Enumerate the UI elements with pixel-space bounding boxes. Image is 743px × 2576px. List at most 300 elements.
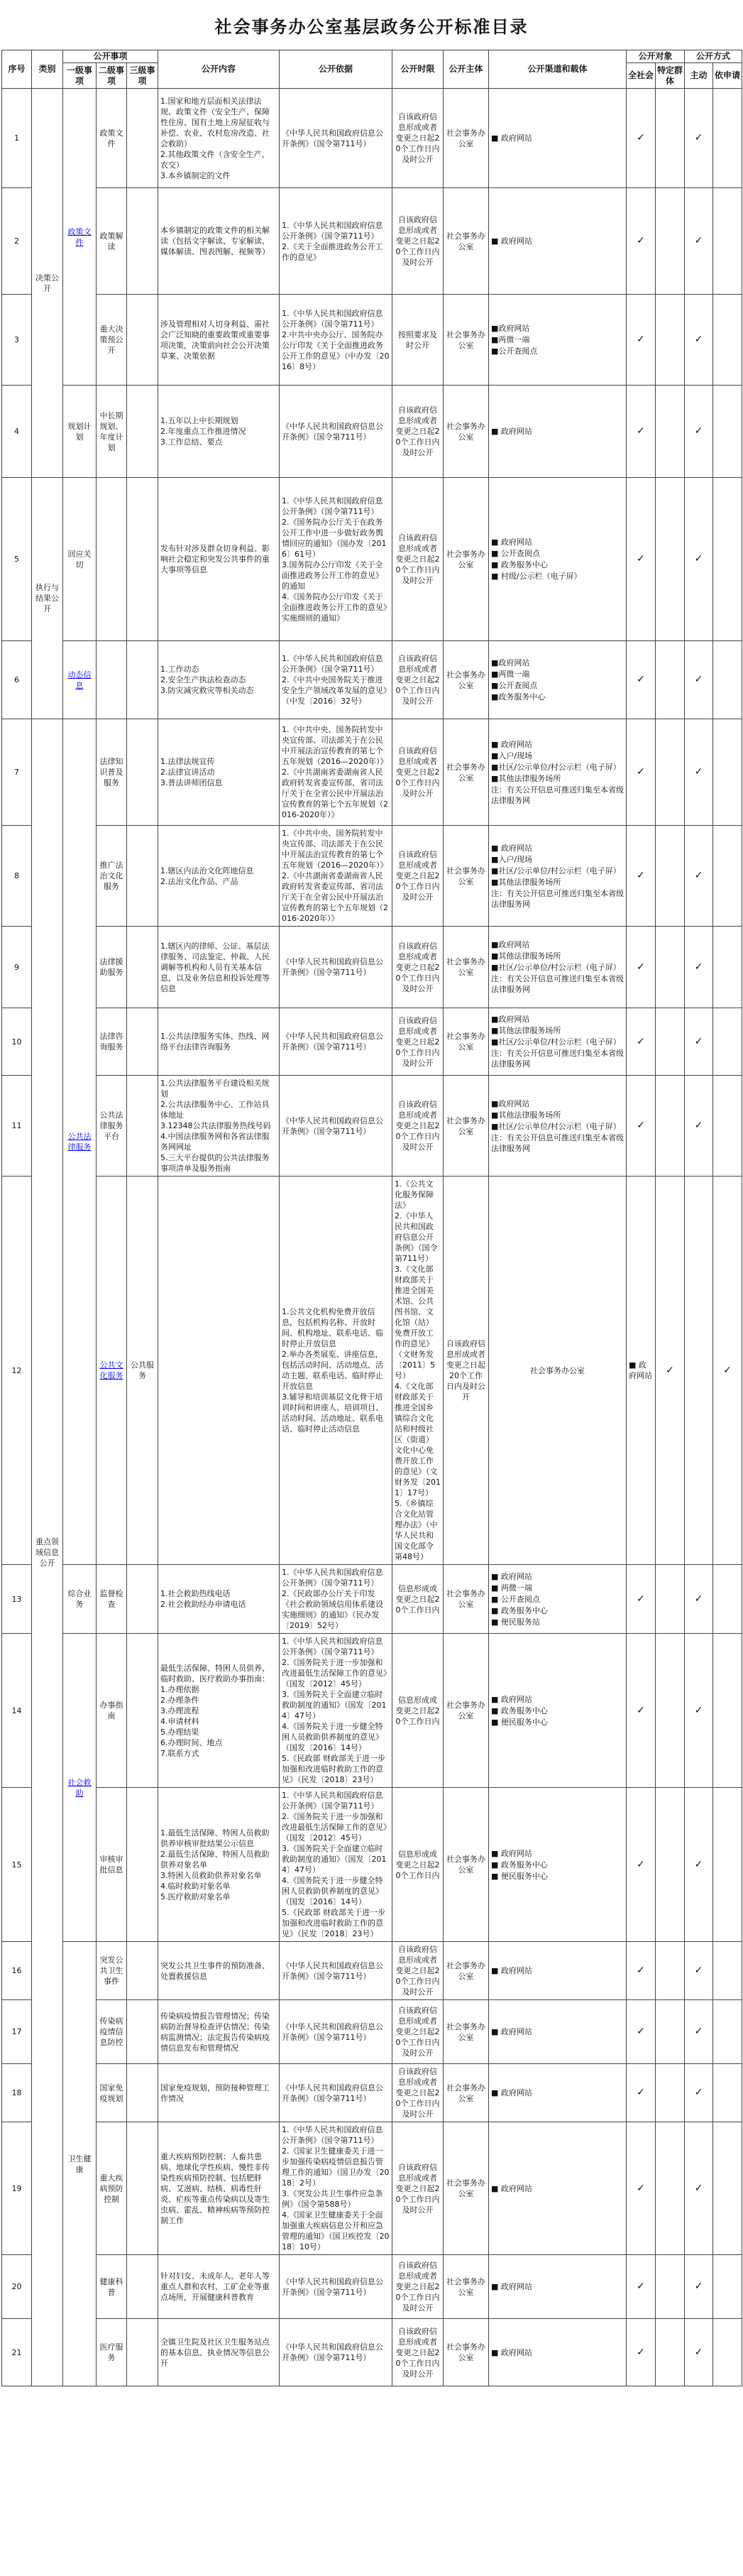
subject-cell: 社会事务办公室 [444,188,489,295]
basis-cell: 《中华人民共和国政府信息公开条例》（国令第711号） [280,1076,392,1177]
time-cell: 自该政府信息形成或者变更之日起20个工作日内及时公开 [392,1942,444,2000]
table-row [2,2122,742,2255]
row-seq: 14 [2,1634,32,1788]
category-cell: 决策公开 [32,89,63,478]
table-row [2,641,742,719]
time-cell: 自该政府信息形成或者变更之日起20个工作日内及时公开 [392,2064,444,2122]
channel-item: ■政府网站 [491,1098,530,1108]
level2-cell: 法律援助服务 [97,927,127,1008]
header-seq: 序号 [2,50,32,89]
subject-cell: 社会事务办公室 [444,719,489,826]
content-cell: 1.最低生活保障、特困人员救助供养审核审批结果公示信息 2.最低生活保障、特困人员救助供养对象名单 3.特困人员救助供养对象名单 4.临时救助对象名单 5.医疗救助对象名单 [158,1788,280,1942]
header-category: 类别 [32,50,63,89]
header-subject: 公开主体 [444,50,489,89]
check-req [713,1942,742,2000]
check-all: ✓ [627,2255,656,2319]
time-cell: 自该政府信息形成或者变更之日起20个工作日内及时公开 [392,826,444,927]
channel-item: ■公开查阅点 [491,681,538,690]
header-method-request: 依申请 [713,63,742,89]
time-cell: 自该政府信息形成或者变更之日起20个工作日内及时公开 [392,927,444,1008]
check-req [713,927,742,1008]
basis-cell: 《中华人民共和国政府信息公开条例》（国令第711号） [280,2319,392,2386]
time-cell: 自该政府信息形成或者变更之日起20个工作日内及时公开 [392,1076,444,1177]
level2-cell [97,478,127,641]
channel-cell [489,188,627,295]
time-cell: 自该政府信息形成或者变更之日起20个工作日内及时公开 [392,2319,444,2386]
level3-cell [127,2064,158,2122]
level1-cell [63,386,97,478]
level2-cell: 监督检查 [97,1565,127,1634]
category-cell: 执行与结果公开 [32,478,63,719]
check-req [713,188,742,295]
channel-item: ■社区/公示单位/村公示栏（电子屏） [491,1037,621,1047]
content-cell: 1.五年以上中长期规划 2.年度重点工作推进情况 3.工作总结、要点 [158,386,280,478]
table-row [2,2064,742,2122]
level3-cell [127,2255,158,2319]
channel-item: ■其他法律服务场所 [491,877,561,887]
check-req [713,826,742,927]
check-all: ✓ [627,1942,656,2000]
level1-cell [63,1942,97,2386]
channel-item: ■ 便民服务站 [491,1617,540,1627]
check-all: ✓ [627,1634,656,1788]
time-cell: 自该政府信息形成或者变更之日起20个工作日内及时公开 [392,2000,444,2064]
basis-cell: 《中华人民共和国政府信息公开条例》（国令第711号） [280,386,392,478]
level1-label[interactable]: 社会救助 [67,1777,92,1798]
table-row [2,1788,742,1942]
content-cell: 传染病疫情报告管理情况；传染病防治督导检查评估情况；传染病监测情况；法定报告传染病疫情信息发布和管理情况 [158,2000,280,2064]
check-all: ✓ [656,1177,685,1565]
channel-item: ■社区/公示单位/村公示栏（电子屏） [491,963,621,972]
level2-cell: 医疗服务 [97,2319,127,2386]
channel-cell [489,1942,627,2000]
subject-cell: 社会事务办公室 [444,1634,489,1788]
level3-cell [127,2319,158,2386]
channel-item: 注：有关公开信息可推送归集至本省级法律服务网 [491,785,624,805]
table-row [2,927,742,1008]
row-seq: 3 [2,295,32,386]
check-spec [656,2319,685,2386]
content-cell: 1.公共法律服务平台建设相关规划 2.公共法律服务中心、工作站具体地址 3.12348公共法律服务热线号码 4.中国法律服务网和各省法律服务网网址 5.三大平台提供的公共法律服务事项清单及服务指南 [158,1076,280,1177]
row-seq: 2 [2,188,32,295]
level1-cell [63,1565,97,1634]
subject-cell: 社会事务办公室 [444,386,489,478]
channel-item: ■ 政府网站 [491,2027,532,2036]
level3-cell [127,641,158,719]
row-seq: 4 [2,386,32,478]
check-all: ✓ [627,2064,656,2122]
level3-cell [127,295,158,386]
check-active: ✓ [685,1076,713,1177]
subject-cell: 社会事务办公室 [444,2000,489,2064]
level2-cell: 法律知识普及服务 [97,719,127,826]
table-row [2,826,742,927]
channel-item: ■ 政府网站 [629,1360,652,1380]
level3-cell [127,1008,158,1076]
check-req [713,2064,742,2122]
check-spec [656,1565,685,1634]
level3-cell [127,719,158,826]
basis-cell: 1.《中华人民共和国政府信息公开条例》（国令第711号） 2.《国家卫生健康委关于进一步加强传染病疫情信息报告管理工作的通知》（国卫办发〔2018〕2号） 3.《突发公共卫生事件应急条例》（国令第588号） 4.《国家卫生健康委关于全面加强重大疾病信息公开和应急管理的通知》（国卫疾控发〔2018〕10号） [280,2122,392,2255]
row-seq: 16 [2,1942,32,2000]
header-method-group: 公开方式 [685,50,742,63]
check-spec [656,2000,685,2064]
subject-cell: 社会事务办公室 [444,1942,489,2000]
header-time: 公开时限 [392,50,444,89]
time-cell: 信息形成或变更之日起20个工作日内 [392,1634,444,1788]
time-cell: 信息形成或变更之日起20个工作日内 [392,1788,444,1942]
table-row [2,1008,742,1076]
level1-label[interactable]: 公共法律服务 [67,1132,92,1152]
subject-cell: 社会事务办公室 [444,2319,489,2386]
level2-cell: 重大疾病预防控制 [97,2122,127,2255]
channel-item: ■其他法律服务场所 [491,1110,561,1120]
level1-cell [63,719,97,1565]
row-seq: 5 [2,478,32,641]
level1-cell [63,641,97,719]
channel-item: ■ 政府网站 [491,133,532,143]
content-cell: 1.公共法律服务实体、热线、网络平台法律咨询服务 [158,1008,280,1076]
channel-cell [489,2319,627,2386]
row-seq: 21 [2,2319,32,2386]
level2-cell: 公共法律服务平台 [97,1076,127,1177]
channel-cell [627,1177,656,1565]
check-req [713,1634,742,1788]
channel-item: ■ 政府网站 [491,2282,532,2291]
level2-cell: 政策解读 [97,188,127,295]
header-method-active: 主动 [685,63,713,89]
table-body [2,89,742,2386]
check-spec [656,1788,685,1942]
channel-item: ■两微一端 [491,335,530,344]
subject-cell: 社会事务办公室 [444,1788,489,1942]
subject-cell: 社会事务办公室 [444,2064,489,2122]
channel-item: ■ 政府网站 [491,2183,532,2193]
time-cell: 自该政府信息形成或者变更之日起20个工作日内及时公开 [392,2122,444,2255]
level3-cell [127,1788,158,1942]
check-all: ✓ [627,188,656,295]
level1-cell [63,478,97,641]
row-seq: 8 [2,826,32,927]
table-row [2,2000,742,2064]
table-row [2,2319,742,2386]
check-spec [685,1177,713,1565]
channel-item: ■ 政务服务中心 [491,1605,548,1615]
check-req [713,386,742,478]
header-basis: 公开依据 [280,50,392,89]
channel-item: ■政府网站 [491,324,530,333]
check-all: ✓ [627,2122,656,2255]
level2-cell: 健康科普 [97,2255,127,2319]
channel-item: ■ 政府网站 [491,1966,532,1975]
basis-cell: 1.《中华人民共和国政府信息公开条例》（国令第711号） 2.中共中央办公厅、国务院办公厅印发《关于全面推进政务公开工作的意见》（中办发〔2016〕8号） [280,295,392,386]
table-row [2,1634,742,1788]
time-cell: 自该政府信息形成或者变更之日起20个工作日内及时公开 [392,386,444,478]
page-title: 社会事务办公室基层政务公开标准目录 [214,16,529,37]
check-req [713,2122,742,2255]
content-cell: 国家免疫规划，预防接种管理工作情况 [158,2064,280,2122]
check-req [713,719,742,826]
level1-cell [63,89,97,386]
basis-cell: 《中华人民共和国政府信息公开条例》（国令第711号） [280,1942,392,2000]
check-active: ✓ [685,188,713,295]
channel-item: ■ 政府网站 [491,1848,532,1858]
channel-item: ■ 政府网站 [491,1571,532,1581]
channel-item: ■ 政府网站 [491,739,532,749]
check-active: ✓ [685,2064,713,2122]
check-spec [656,386,685,478]
check-spec [656,2064,685,2122]
header-obj-specific: 特定群体 [656,63,685,89]
basis-cell: 《中华人民共和国政府信息公开条例》（国令第711号） [280,89,392,188]
check-spec [656,2122,685,2255]
channel-item: ■ 公开查阅点 [491,1594,540,1604]
row-seq: 11 [2,1076,32,1177]
channel-item: ■社区/公示单位/村公示栏（电子屏） [491,1121,621,1131]
check-active: ✓ [685,1788,713,1942]
time-cell: 自该政府信息形成或者变更之日起20个工作日内及时公开 [392,188,444,295]
channel-cell [489,2122,627,2255]
channel-cell [489,1634,627,1788]
channel-item: ■ 政府网站 [491,427,532,436]
channel-item: ■ 村级/公示栏（电子屏） [491,572,582,581]
check-active: ✓ [685,1942,713,2000]
header-obj-all: 全社会 [627,63,656,89]
level2-cell: 审核审批信息 [97,1788,127,1942]
channel-item: ■ 两微一端 [491,1583,532,1593]
check-all: ✓ [627,89,656,188]
time-cell: 自该政府信息形成或者变更之日起20个工作日内及时公开 [392,2255,444,2319]
check-active: ✓ [685,927,713,1008]
channel-cell [489,478,627,641]
level3-cell [127,927,158,1008]
content-cell: 1.法律法规宣传 2.法律宣讲活动 3.普法讲师团信息 [158,719,280,826]
subject-cell: 社会事务办公室 [444,1565,489,1634]
basis-cell: 《中华人民共和国政府信息公开条例》（国令第711号） [280,2064,392,2122]
channel-item: ■社区/公示单位/村公示栏（电子屏） [491,762,621,772]
header-level3: 三级事项 [127,63,158,89]
channel-item: ■ 政府网站 [491,537,532,547]
channel-cell [489,295,627,386]
row-seq: 1 [2,89,32,188]
level3-cell [127,1565,158,1634]
check-req [713,1788,742,1942]
level2-cell: 公共服务 [127,1177,158,1565]
channel-item: ■政府网站 [491,1015,530,1024]
channel-item: ■ 政务服务中心 [491,1860,548,1870]
channel-item: ■其他法律服务场所 [491,1026,561,1035]
level3-cell [127,89,158,188]
table-row [2,2255,742,2319]
channel-cell [489,826,627,927]
channel-item: ■ 便民服务中心 [491,1871,548,1881]
content-cell: 1.社会救助热线电话 2.社会救助经办申请电话 [158,1565,280,1634]
table-row [2,1076,742,1177]
table-row [2,1942,742,2000]
channel-cell [489,1076,627,1177]
subject-cell: 社会事务办公室 [444,826,489,927]
subject-cell: 社会事务办公室 [444,641,489,719]
content-cell: 突发公共卫生事件的预防准备、处置救援信息 [158,1942,280,2000]
channel-item: ■公开查阅点 [491,346,538,356]
level3-cell [127,2122,158,2255]
check-active: ✓ [685,826,713,927]
subject-cell: 社会事务办公室 [444,1076,489,1177]
check-all: ✓ [627,719,656,826]
row-seq: 9 [2,927,32,1008]
check-req [713,2000,742,2064]
channel-cell [489,2255,627,2319]
channel-item: ■ 政府网站 [491,843,532,853]
content-cell: 1.工作动态 2.安全生产执法检查动态 3.防灾减灾救灾等相关动态 [158,641,280,719]
content-cell: 涉及管理相对人切身利益、需社会广泛知晓的重要政策或重要事项决策，决策前向社会公开决策草案、决策依据 [158,295,280,386]
check-active: ✓ [685,2255,713,2319]
table-row [2,1177,742,1565]
check-active: ✓ [685,386,713,478]
category-cell: 重点领域信息公开 [32,719,63,2386]
check-spec [656,641,685,719]
channel-cell [489,386,627,478]
level3-cell [127,1634,158,1788]
channel-item: ■入户/现场 [491,751,533,760]
level1-label: 卫生健康 [67,2154,92,2174]
content-cell: 1.辖区内法治文化阵地信息 2.法治文化作品、产品 [158,826,280,927]
basis-cell: 《中华人民共和国政府信息公开条例》（国令第711号） [280,2000,392,2064]
time-cell: 自该政府信息形成或者变更之日起20个工作日内及时公开 [444,1177,489,1565]
channel-cell [489,927,627,1008]
channel-item: ■入户/现场 [491,854,533,864]
check-all: ✓ [627,2319,656,2386]
channel-item: ■两微一端 [491,670,530,679]
channel-item: 注：有关公开信息可推送归集至本省级法律服务网 [491,1049,624,1069]
check-all: ✓ [627,641,656,719]
subject-cell: 社会事务办公室 [444,2122,489,2255]
check-active: ✓ [685,295,713,386]
level2-cell [97,641,127,719]
subject-cell: 社会事务办公室 [444,295,489,386]
channel-item: ■ 政府网站 [491,2088,532,2097]
level1-label: 回应关切 [67,549,92,569]
table-row [2,188,742,295]
check-spec [656,826,685,927]
header-content: 公开内容 [158,50,280,89]
channel-cell [489,2064,627,2122]
level3-cell [127,478,158,641]
channel-item: ■ 政务服务中心 [491,560,548,569]
check-active: ✓ [685,1634,713,1788]
level3-cell [127,826,158,927]
check-all: ✓ [627,1008,656,1076]
content-cell: 发布针对涉及群众切身利益、影响社会稳定和突发公共事件的重大事项等信息 [158,478,280,641]
check-all: ✓ [627,927,656,1008]
row-seq: 10 [2,1008,32,1076]
level2-cell: 中长期规划、年度计划 [97,386,127,478]
basis-cell: 《中华人民共和国政府信息公开条例》（国令第711号） [280,2255,392,2319]
check-all: ✓ [627,1788,656,1942]
check-all: ✓ [627,295,656,386]
check-active: ✓ [713,1177,742,1565]
level2-cell: 传染病疫情信息防控 [97,2000,127,2064]
check-active: ✓ [685,2122,713,2255]
row-seq: 17 [2,2000,32,2064]
level1-label: 综合业务 [67,1589,92,1609]
time-cell: 按照要求及时公开 [392,295,444,386]
subject-cell: 社会事务办公室 [489,1177,627,1565]
channel-cell [489,89,627,188]
table-row [2,719,742,826]
level1-label: 规划计划 [67,421,92,442]
content-cell: 1.国家和地方层面相关法律法规、政策文件（安全生产、保障性住房、国有土地上房屋征收与补偿、农业、农村危房改造、社会救助） 2.其他政策文件（含安全生产、农交） 3.本乡镇制定的文件 [158,89,280,188]
check-req [713,1076,742,1177]
time-cell: 信息形成或变更之日起20个工作日内 [392,1565,444,1634]
channel-item: ■ 政府网站 [491,236,532,246]
content-cell: 全镇卫生院及社区卫生服务站点的基本信息、执业情况等信息公开 [158,2319,280,2386]
level3-cell [127,1942,158,2000]
check-active: ✓ [685,1008,713,1076]
channel-cell [489,1788,627,1942]
check-spec [656,1076,685,1177]
header-level1: 一级事项 [63,63,97,89]
level2-cell: 国家免疫规划 [97,2064,127,2122]
check-req [713,89,742,188]
level2-cell: 办事指南 [97,1634,127,1788]
header-items-group: 公开事项 [63,50,158,63]
subject-cell: 社会事务办公室 [444,2255,489,2319]
header-object-group: 公开对象 [627,50,685,63]
check-all: ✓ [627,1565,656,1634]
content-cell: 1.公共文化机构免费开放信息，包括机构名称、开放时间、机构地址、联系电话、临时停止开放信息 2.举办各类展览、讲座信息，包括活动时间、活动地点、活动主题、联系电话、临时停止开放信息 3.辅导和培训基层文化骨干培训时间和讲座人、培训项目、活动时间、活动地址、联系电话、临时停止活动信息 [280,1177,392,1565]
table-row [2,478,742,641]
channel-item: 注：有关公开信息可推送归集至本省级法律服务网 [491,1133,624,1153]
check-spec [656,2255,685,2319]
level2-cell: 政策文件 [97,89,127,188]
basis-cell: 1.《中共中央、国务院转发中央宣传部、司法部关于在公民中开展法治宣传教育的第七个五年规划（2016—2020年）》 2.《中共湖南省委湖南省人民政府转发省委宣传部、省司法厅关于在全省公民中开展法治宣传教育的第七个五年规划（2016-2020年）》 [280,719,392,826]
time-cell: 自该政府信息形成或者变更之日起20个工作日内及时公开 [392,719,444,826]
channel-item: ■其他法律服务场所 [491,773,561,783]
row-seq: 18 [2,2064,32,2122]
check-active: ✓ [685,2319,713,2386]
basis-cell: 《中华人民共和国政府信息公开条例》（国令第711号） [280,1008,392,1076]
channel-item: ■社区/公示单位/村公示栏（电子屏） [491,866,621,875]
check-req [713,295,742,386]
level1-label[interactable]: 动态信息 [67,670,92,690]
content-cell: 本乡镇制定的政策文件的相关解读（包括文字解读、专家解读、媒体解读、图表图解、视频等） [158,188,280,295]
check-spec [656,478,685,641]
channel-cell [489,641,627,719]
check-spec [656,89,685,188]
check-spec [656,719,685,826]
time-cell: 自该政府信息形成或者变更之日起20个工作日内及时公开 [392,641,444,719]
basis-cell: 1.《中华人民共和国政府信息公开条例》（国令第711号） 2.《国务院关于进一步加强和改进最低生活保障工作的意见》（国发〔2012〕45号） 3.《国务院关于全面建立临时救助制度的通知》（国发〔2014〕47号） 4.《国务院关于进一步健全特困人员救助供养制度的意见》（国发〔2016〕14号） 5.《民政部 财政部关于进一步加强和改进临时救助工作的意见》（民发〔2018〕23号） [280,1788,392,1942]
level1-label[interactable]: 政策文件 [67,227,92,247]
channel-item: ■ 政府网站 [491,1694,532,1704]
table-row [2,295,742,386]
level2-cell: 推广法治文化服务 [97,826,127,927]
row-seq: 19 [2,2122,32,2255]
check-req [713,2255,742,2319]
level1-cell [97,1177,127,1565]
basis-cell: 1.《公共文化服务保障法》 2.《中华人民共和国政府信息公开条例》（国令第711号） 3.《文化部 财政部关于推进全国美术馆、公共图书馆、文化馆（站）免费开放工作的意见》（文财务发〔2011〕5号） 4.《文化部 财政部关于推进全国乡镇综合文化站和村级社区（街道）文化中心免费开放工作的意见》（文财务发〔2011〕17号） 5.《乡镇综合文化站管理办法》（中华人民共和国文化部令第48号） [392,1177,444,1565]
level2-cell: 突发公共卫生事件 [97,1942,127,2000]
level1-label[interactable]: 公共文化服务 [99,1360,123,1380]
channel-cell [489,1565,627,1634]
content-cell: 重大疾病预防控制：人畜共患病、地球化学性疾病、慢性非传染性疾病预防控制、包括肥胖病、艾滋病、结核、病毒性肝炎、疟疾等重点传染病以及寄生虫病、霍乱、精神疾病等预防控制工作 [158,2122,280,2255]
time-cell: 自该政府信息形成或者变更之日起20个工作日内及时公开 [392,1008,444,1076]
check-all: ✓ [627,478,656,641]
basis-cell: 1.《中华人民共和国政府信息公开条例》（国令第711号） 2.《中共中央国务院关于推进安全生产领域改革发展的意见》（中发〔2016〕32号） [280,641,392,719]
check-active: ✓ [685,89,713,188]
check-all: ✓ [627,2000,656,2064]
